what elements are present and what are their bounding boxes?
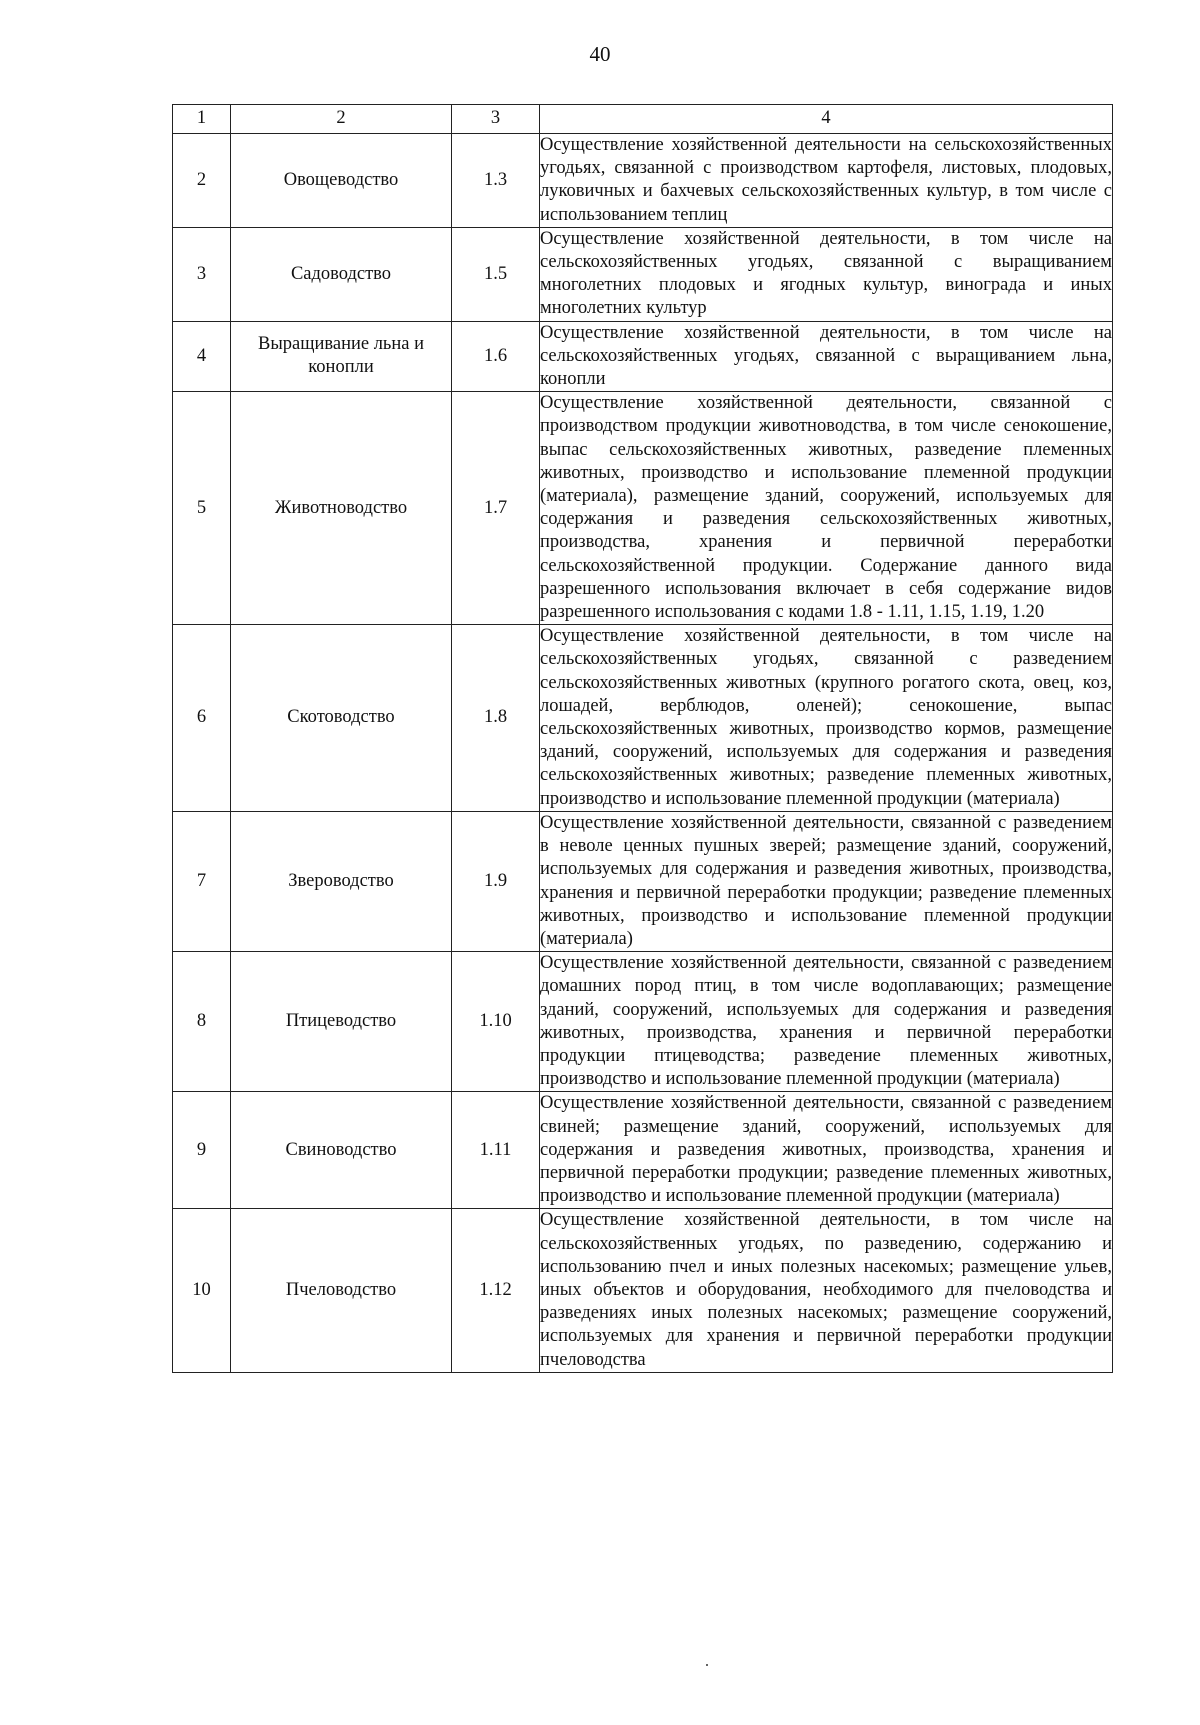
- land-use-table: [172, 104, 1113, 1373]
- use-type-code: 1.8: [452, 625, 540, 812]
- use-type-description: Осуществление хозяйственной деятельности, связанной с разведением в неволе ценных пушных зверей; размещение зданий, сооружений, используемых для содержания и разведения животных, производства, хранения и первичной переработки продукции; разведение племенных животных, производство и использование племенной продукции (материала): [540, 811, 1113, 951]
- table-row: [173, 1092, 1113, 1209]
- table-row: [173, 392, 1113, 625]
- use-type-name: Овощеводство: [231, 134, 452, 228]
- row-number: 8: [173, 952, 231, 1092]
- use-type-name: Звероводство: [231, 811, 452, 951]
- use-type-description: Осуществление хозяйственной деятельности, связанной с разведением свиней; размещение зданий, сооружений, используемых для содержания и разведения животных, производства, хранения и первичной переработки продукции; разведение племенных животных, производство и использование племенной продукции (материала): [540, 1092, 1113, 1209]
- use-type-name: Садоводство: [231, 227, 452, 321]
- use-type-description: Осуществление хозяйственной деятельности, в том числе на сельскохозяйственных угодьях, связанной с разведением сельскохозяйственных животных (крупного рогатого скота, овец, коз, лошадей, верблюдов, оленей); сенокошение, выпас сельскохозяйственных животных, производство кормов, размещение зданий, сооружений, используемых для содержания и разведения сельскохозяйственных животных; разведение племенных животных, производство и использование племенной продукции (материала): [540, 625, 1113, 812]
- header-row: [173, 105, 1113, 134]
- table-row: [173, 321, 1113, 392]
- row-number: 9: [173, 1092, 231, 1209]
- row-number: 3: [173, 227, 231, 321]
- use-type-code: 1.12: [452, 1209, 540, 1372]
- use-type-code: 1.6: [452, 321, 540, 392]
- row-number: 6: [173, 625, 231, 812]
- header-col-3: 3: [452, 105, 540, 134]
- use-type-code: 1.10: [452, 952, 540, 1092]
- page-number: 40: [589, 42, 611, 66]
- use-type-description: Осуществление хозяйственной деятельности, в том числе на сельскохозяйственных угодьях, связанной с выращиванием льна, конопли: [540, 321, 1113, 392]
- table-row: [173, 227, 1113, 321]
- row-number: 2: [173, 134, 231, 228]
- use-type-description: Осуществление хозяйственной деятельности, связанной с разведением домашних пород птиц, в том числе водоплавающих; размещение зданий, сооружений, используемых для содержания и разведения животных, производства, хранения и первичной переработки продукции птицеводства; разведение племенных животных, производство и использование племенной продукции (материала): [540, 952, 1113, 1092]
- use-type-code: 1.9: [452, 811, 540, 951]
- use-type-name: Пчеловодство: [231, 1209, 452, 1372]
- table-row: [173, 811, 1113, 951]
- use-type-code: 1.11: [452, 1092, 540, 1209]
- table-row: [173, 952, 1113, 1092]
- header-col-4: 4: [540, 105, 1113, 134]
- use-type-description: Осуществление хозяйственной деятельности, в том числе на сельскохозяйственных угодьях, по разведению, содержанию и использованию пчел и иных полезных насекомых; размещение ульев, иных объектов и оборудования, необходимого для пчеловодства и разведениях иных полезных насекомых; размещение сооружений, используемых для хранения и первичной переработки продукции пчеловодства: [540, 1209, 1113, 1372]
- stray-dot: [706, 1664, 708, 1666]
- row-number: 4: [173, 321, 231, 392]
- use-type-name: Свиноводство: [231, 1092, 452, 1209]
- header-col-2: 2: [231, 105, 452, 134]
- table-row: [173, 1209, 1113, 1372]
- use-type-code: 1.5: [452, 227, 540, 321]
- row-number: 10: [173, 1209, 231, 1372]
- header-col-1: 1: [173, 105, 231, 134]
- use-type-code: 1.7: [452, 392, 540, 625]
- table-row: [173, 625, 1113, 812]
- use-type-name: Выращивание льна и конопли: [231, 321, 452, 392]
- table-row: [173, 134, 1113, 228]
- use-type-description: Осуществление хозяйственной деятельности, связанной с производством продукции животноводства, в том числе сенокошение, выпас сельскохозяйственных животных, разведение племенных животных, производство и использование племенной продукции (материала), размещение зданий, сооружений, используемых для содержания и разведения сельскохозяйственных животных, производства, хранения и первичной переработки сельскохозяйственной продукции. Содержание данного вида разрешенного использования включает в себя содержание видов разрешенного использования с кодами 1.8 - 1.11, 1.15, 1.19, 1.20: [540, 392, 1113, 625]
- use-type-name: Животноводство: [231, 392, 452, 625]
- row-number: 5: [173, 392, 231, 625]
- use-type-code: 1.3: [452, 134, 540, 228]
- use-type-description: Осуществление хозяйственной деятельности, в том числе на сельскохозяйственных угодьях, связанной с выращиванием многолетних плодовых и ягодных культур, винограда и иных многолетних культур: [540, 227, 1113, 321]
- use-type-name: Птицеводство: [231, 952, 452, 1092]
- use-type-name: Скотоводство: [231, 625, 452, 812]
- use-type-description: Осуществление хозяйственной деятельности на сельскохозяйственных угодьях, связанной с производством картофеля, листовых, плодовых, луковичных и бахчевых сельскохозяйственных культур, в том числе с использованием теплиц: [540, 134, 1113, 228]
- row-number: 7: [173, 811, 231, 951]
